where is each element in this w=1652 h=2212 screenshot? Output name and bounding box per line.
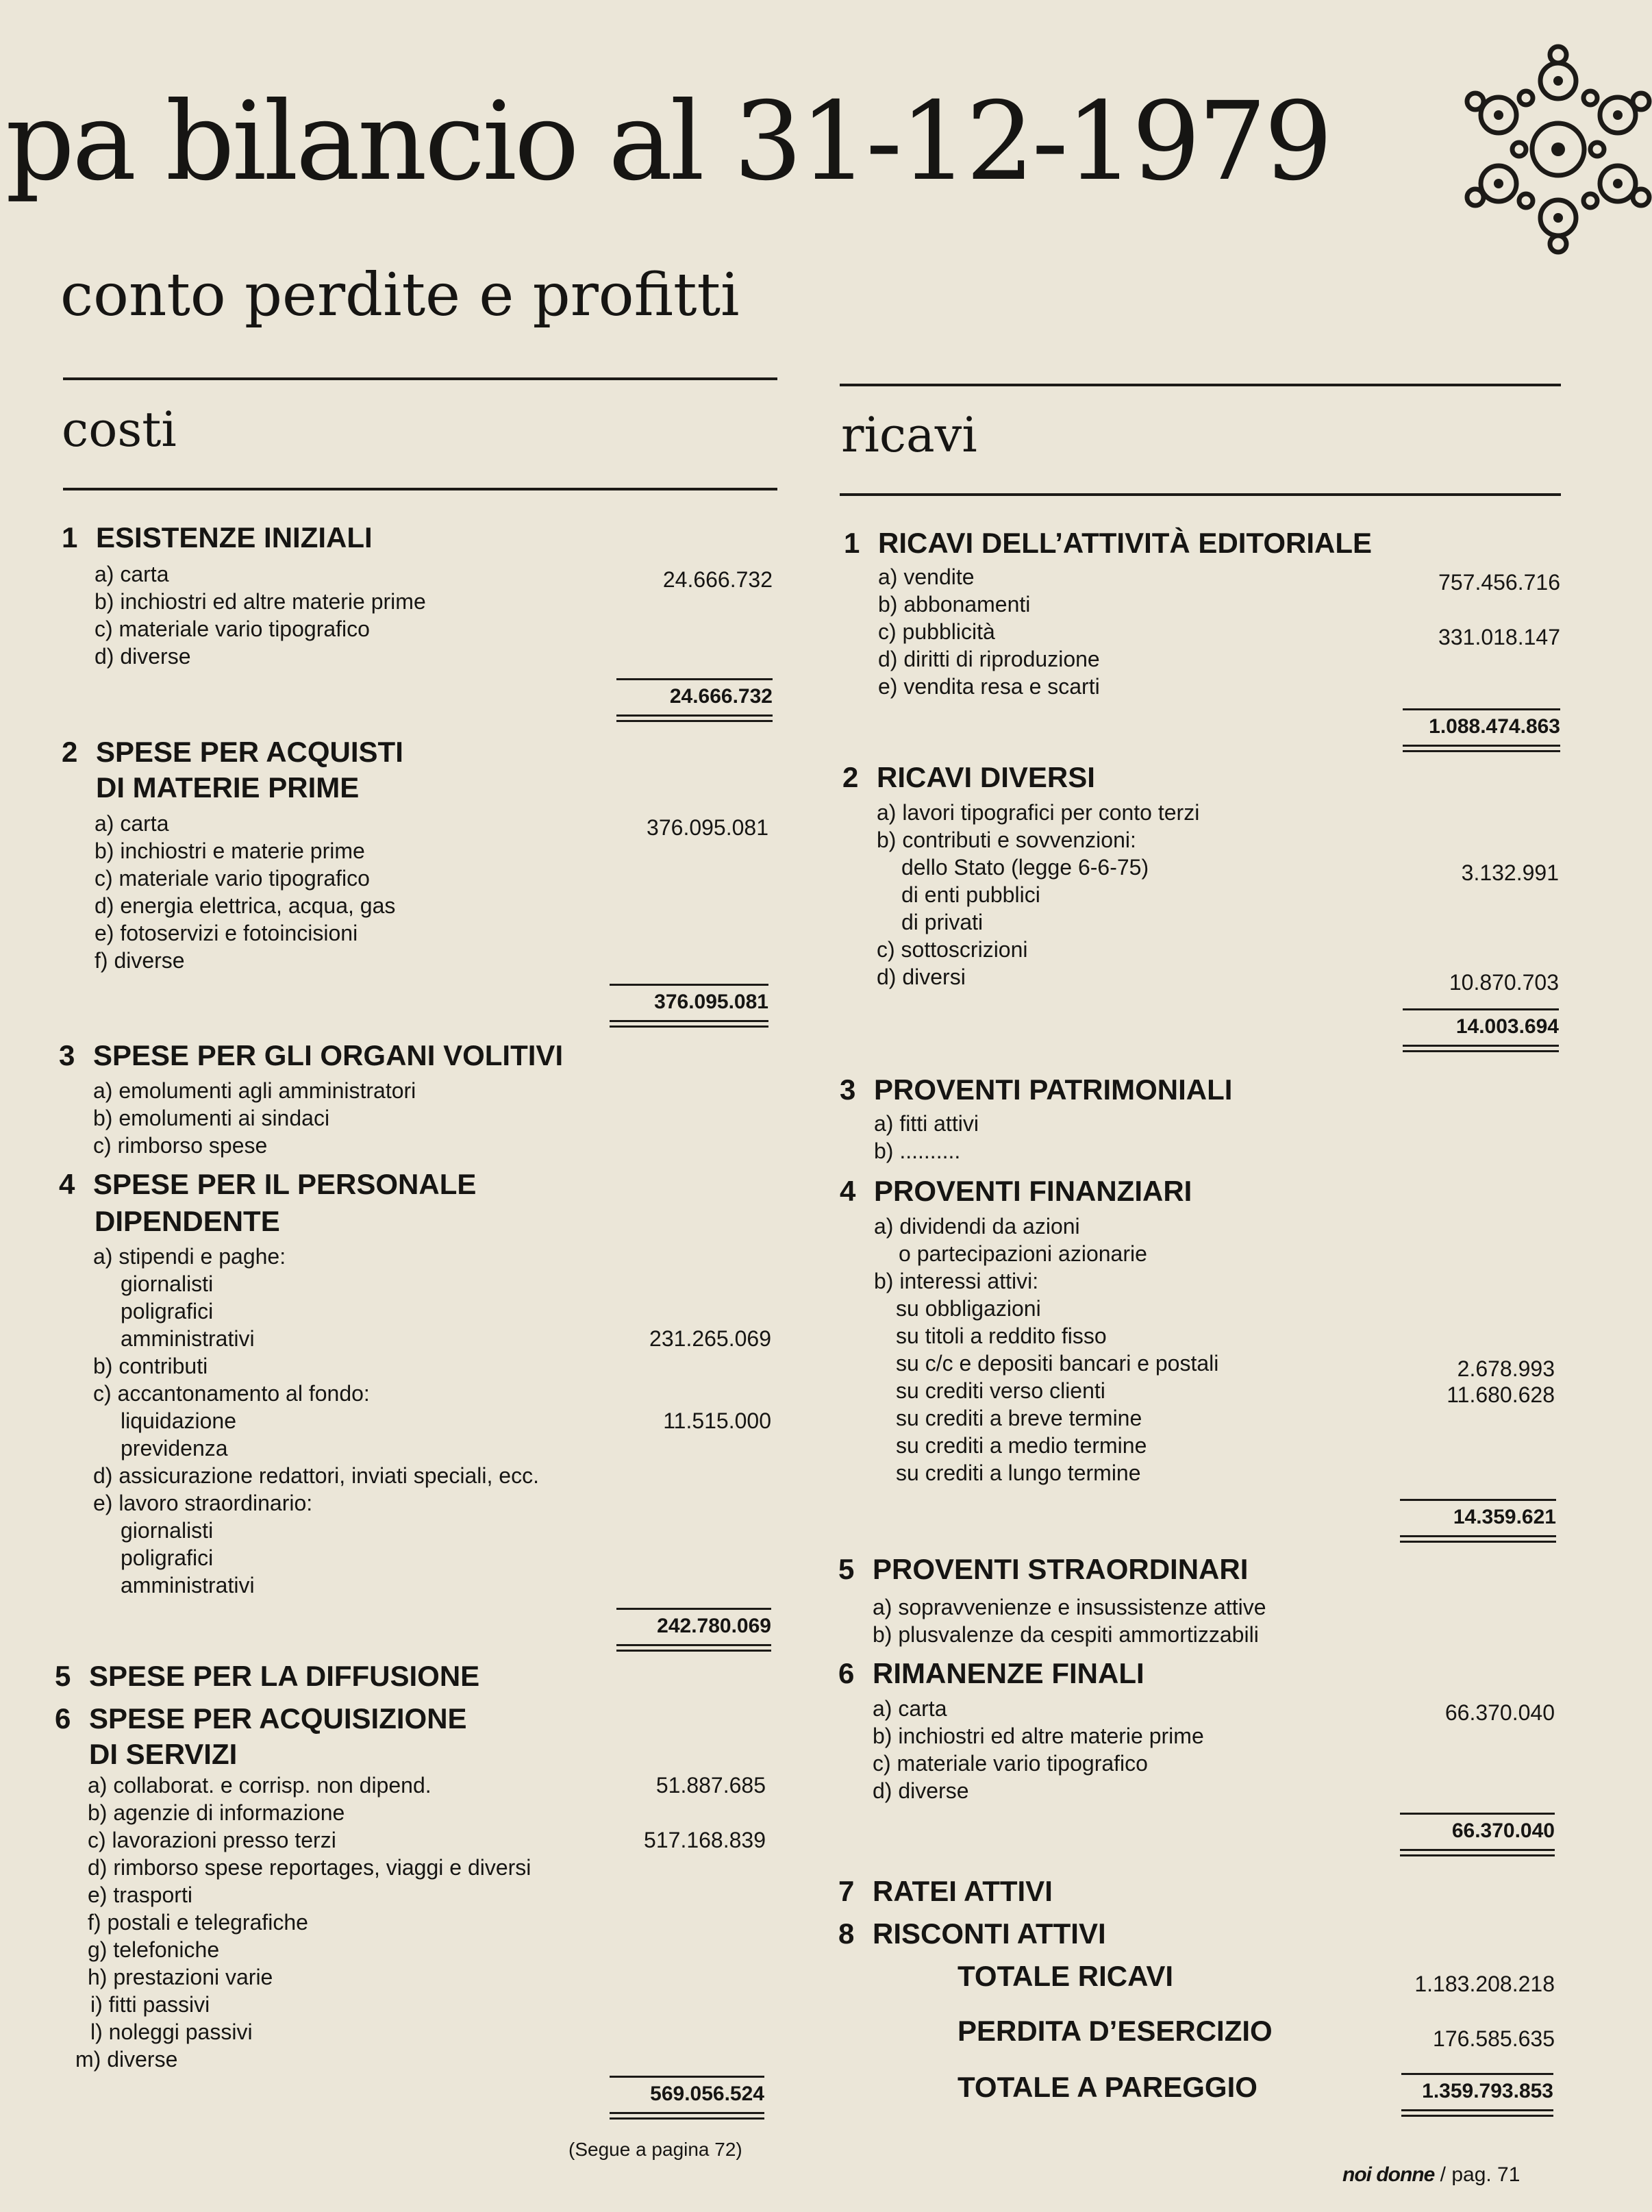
costi-section-heading-cont: DI SERVIZI [89, 1738, 238, 1770]
list-item: b) plusvalenze da cespiti ammortizzabili [873, 1622, 1259, 1647]
list-item: i) fitti passivi [90, 1992, 210, 2017]
list-item: a) stipendi e paghe: [93, 1244, 286, 1269]
ricavi-section-heading: 7 RATEI ATTIVI [838, 1875, 1053, 1907]
list-item: amministrativi [121, 1573, 255, 1598]
list-item: f) diverse [95, 948, 185, 973]
list-item: c) materiale vario tipografico [95, 617, 370, 641]
continuation-note: (Segue a pagina 72) [568, 2139, 742, 2160]
divider [63, 377, 777, 380]
list-item: a) carta [873, 1696, 947, 1721]
list-item: c) lavorazioni presso terzi [88, 1828, 336, 1852]
section-total: 24.666.732 [616, 678, 773, 722]
grand-total-label: PERDITA D’ESERCIZIO [958, 2015, 1273, 2047]
page-title: pa bilancio al 31-12-1979 [5, 79, 1331, 205]
magazine-brand: noi donne [1342, 2163, 1435, 2186]
grand-total-value: 1.359.793.853 [1401, 2073, 1553, 2117]
ricavi-section-heading: 4 PROVENTI FINANZIARI [840, 1175, 1192, 1207]
list-item: c) pubblicità [878, 619, 995, 644]
list-item: su crediti a breve termine [896, 1406, 1142, 1430]
list-item: poligrafici [121, 1545, 214, 1570]
list-item: b) contributi [93, 1354, 208, 1378]
list-item: a) carta [95, 811, 169, 836]
amount-value: 11.680.628 [1447, 1382, 1555, 1407]
list-item: e) fotoservizi e fotoincisioni [95, 921, 358, 945]
list-item: d) assicurazione redattori, inviati speciali, ecc. [93, 1463, 539, 1488]
ricavi-section-heading: 1 RICAVI DELL’ATTIVITÀ EDITORIALE [844, 527, 1373, 559]
ricavi-section-heading: 5 PROVENTI STRAORDINARI [838, 1553, 1249, 1585]
list-item: previdenza [121, 1436, 228, 1461]
list-item: di enti pubblici [901, 882, 1040, 907]
grand-total-label: TOTALE A PAREGGIO [958, 2071, 1257, 2103]
amount-value: 11.515.000 [663, 1408, 771, 1433]
list-item: a) emolumenti agli amministratori [93, 1078, 416, 1103]
divider [840, 493, 1561, 496]
amount-value: 331.018.147 [1438, 625, 1560, 649]
amount-value: 231.265.069 [649, 1326, 771, 1351]
list-item: d) diversi [877, 965, 966, 989]
costi-section-heading: 5 SPESE PER LA DIFFUSIONE [55, 1660, 480, 1692]
decorative-flower-icon [1464, 40, 1652, 259]
list-item: d) energia elettrica, acqua, gas [95, 893, 396, 918]
list-item: a) lavori tipografici per conto terzi [877, 800, 1200, 825]
list-item: giornalisti [121, 1518, 214, 1543]
list-item: su crediti verso clienti [896, 1378, 1105, 1403]
list-item: g) telefoniche [88, 1937, 220, 1962]
page-footer [1342, 2163, 1520, 2187]
list-item: c) materiale vario tipografico [95, 866, 370, 891]
section-total: 1.088.474.863 [1403, 708, 1560, 752]
costi-section-heading: 3 SPESE PER GLI ORGANI VOLITIVI [59, 1039, 564, 1071]
costi-section-heading-cont: DIPENDENTE [95, 1205, 280, 1237]
section-total: 14.359.621 [1400, 1499, 1556, 1543]
list-item: b) .......... [874, 1139, 961, 1163]
section-total: 242.780.069 [616, 1608, 771, 1652]
list-item: b) agenzie di informazione [88, 1800, 345, 1825]
list-item: e) trasporti [88, 1882, 192, 1907]
list-item: b) inchiostri ed altre materie prime [873, 1724, 1204, 1748]
list-item: su c/c e depositi bancari e postali [896, 1351, 1219, 1376]
ricavi-section-heading: 2 RICAVI DIVERSI [842, 761, 1095, 793]
list-item: liquidazione [121, 1408, 237, 1433]
list-item: dello Stato (legge 6-6-75) [901, 855, 1149, 880]
costi-section-heading-cont: DI MATERIE PRIME [96, 771, 360, 804]
amount-value: 3.132.991 [1461, 860, 1559, 885]
ricavi-heading: ricavi [841, 407, 977, 463]
costi-section-heading: 2 SPESE PER ACQUISTI [62, 736, 403, 768]
amount-value: 517.168.839 [644, 1828, 766, 1852]
section-total: 14.003.694 [1403, 1008, 1559, 1052]
list-item: a) carta [95, 562, 169, 586]
list-item: e) vendita resa e scarti [878, 674, 1100, 699]
list-item: b) inchiostri e materie prime [95, 838, 365, 863]
list-item: b) inchiostri ed altre materie prime [95, 589, 426, 614]
list-item: d) rimborso spese reportages, viaggi e diversi [88, 1855, 531, 1880]
list-item: su crediti a medio termine [896, 1433, 1147, 1458]
amount-value: 24.666.732 [662, 567, 773, 592]
list-item: d) diverse [95, 644, 191, 669]
list-item: a) dividendi da azioni [874, 1214, 1080, 1239]
divider [63, 488, 777, 490]
ricavi-section-heading: 6 RIMANENZE FINALI [838, 1657, 1144, 1689]
amount-value: 2.678.993 [1457, 1356, 1555, 1381]
list-item: b) interessi attivi: [874, 1269, 1039, 1293]
grand-total-value: 1.183.208.218 [1414, 1972, 1555, 1996]
list-item: su obbligazioni [896, 1296, 1041, 1321]
costi-section-heading: 4 SPESE PER IL PERSONALE [59, 1168, 477, 1200]
list-item: b) contributi e sovvenzioni: [877, 828, 1136, 852]
list-item: su crediti a lungo termine [896, 1461, 1141, 1485]
list-item: b) emolumenti ai sindaci [93, 1106, 330, 1130]
list-item: e) lavoro straordinario: [93, 1491, 313, 1515]
section-total: 569.056.524 [610, 2076, 764, 2120]
list-item: a) vendite [878, 564, 975, 589]
amount-value: 757.456.716 [1438, 570, 1560, 595]
list-item: a) sopravvenienze e insussistenze attive [873, 1595, 1266, 1619]
list-item: b) abbonamenti [878, 592, 1031, 617]
grand-total-label: TOTALE RICAVI [958, 1960, 1173, 1992]
amount-value: 376.095.081 [647, 815, 768, 840]
list-item: d) diritti di riproduzione [878, 647, 1100, 671]
list-item: c) sottoscrizioni [877, 937, 1028, 962]
list-item: amministrativi [121, 1326, 255, 1351]
section-total: 376.095.081 [610, 984, 768, 1028]
list-item: di privati [901, 910, 984, 934]
list-item: h) prestazioni varie [88, 1965, 273, 1989]
section-subtitle: conto perdite e profitti [60, 261, 740, 330]
list-item: o partecipazioni azionarie [899, 1241, 1147, 1266]
list-item: f) postali e telegrafiche [88, 1910, 308, 1935]
list-item: c) accantonamento al fondo: [93, 1381, 370, 1406]
page-number: / pag. 71 [1440, 2163, 1520, 2186]
list-item: d) diverse [873, 1778, 969, 1803]
amount-value: 66.370.040 [1444, 1700, 1555, 1725]
list-item: l) noleggi passivi [90, 2020, 253, 2044]
ricavi-section-heading: 3 PROVENTI PATRIMONIALI [840, 1073, 1233, 1106]
list-item: su titoli a reddito fisso [896, 1324, 1107, 1348]
amount-value: 51.887.685 [655, 1773, 766, 1798]
ricavi-section-heading: 8 RISCONTI ATTIVI [838, 1917, 1106, 1950]
amount-value: 10.870.703 [1449, 970, 1559, 995]
section-total: 66.370.040 [1400, 1813, 1555, 1856]
list-item: giornalisti [121, 1271, 214, 1296]
costi-section-heading: 1 ESISTENZE INIZIALI [62, 521, 373, 554]
list-item: m) diverse [75, 2047, 178, 2072]
list-item: c) materiale vario tipografico [873, 1751, 1148, 1776]
costi-section-heading: 6 SPESE PER ACQUISIZIONE [55, 1702, 467, 1735]
list-item: poligrafici [121, 1299, 214, 1324]
list-item: c) rimborso spese [93, 1133, 268, 1158]
costi-heading: costi [62, 401, 177, 458]
list-item: a) fitti attivi [874, 1111, 979, 1136]
list-item: a) collaborat. e corrisp. non dipend. [88, 1773, 431, 1798]
divider [840, 384, 1561, 386]
grand-total-value: 176.585.635 [1433, 2026, 1555, 2051]
